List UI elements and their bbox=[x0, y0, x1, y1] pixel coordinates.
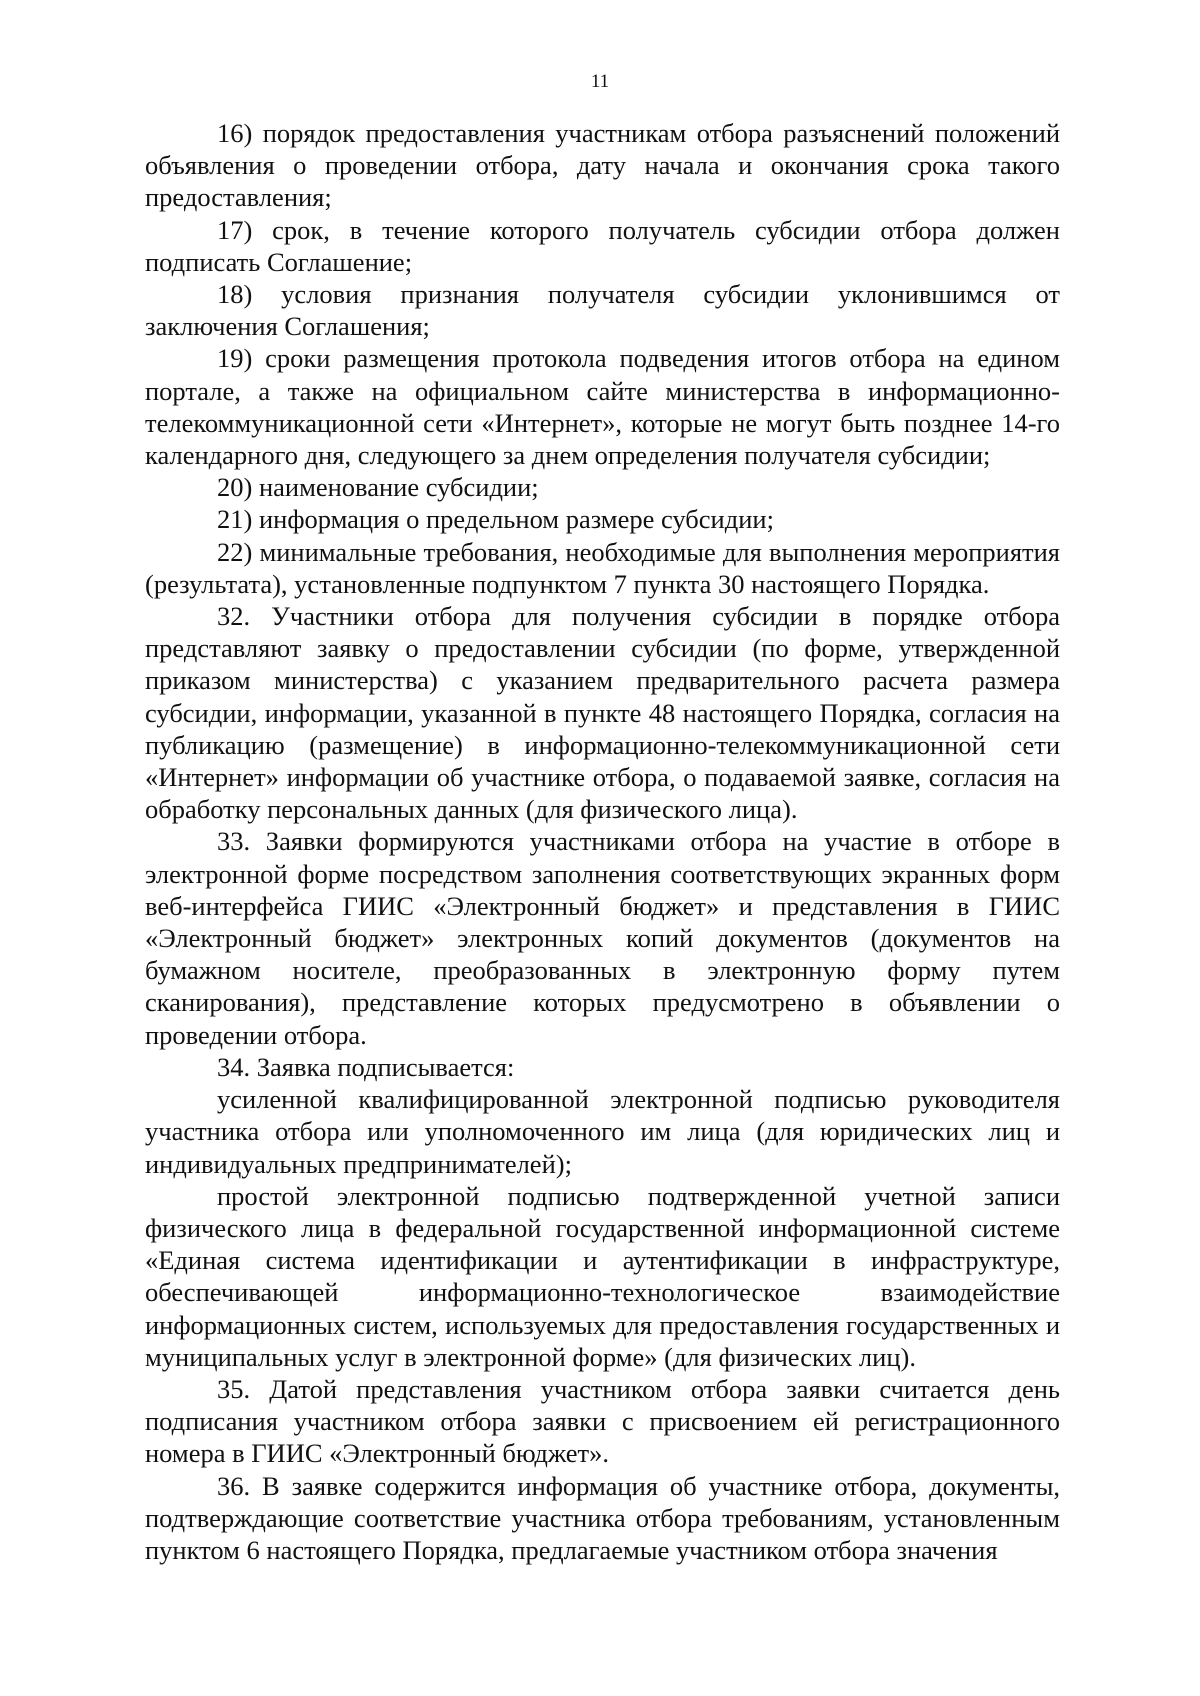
document-body bbox=[145, 117, 1060, 1566]
paragraph-item-22: 22) минимальные требования, необходимые для выполнения мероприятия (результата), установленные подпунктом 7 пункта 30 настоящего Порядка. bbox=[145, 536, 1060, 599]
paragraph-item-21: 21) информация о предельном размере субсидии; bbox=[217, 504, 774, 535]
paragraph-clause-32: 32. Участники отбора для получения субсидии в порядке отбора представляют заявку о предоставлении субсидии (по форме, утвержденной приказом министерства) с указанием предварительного расчета размера субсидии, информации, указанной в пункте 48 настоящего Порядка, согласия на публикацию (размещение) в информационно-телекоммуникационной сети «Интернет» информации об участнике отбора, о подаваемой заявке, согласия на обработку персональных данных (для физического лица). bbox=[145, 601, 1060, 825]
paragraph-qualified-signature: усиленной квалифицированной электронной подписью руководителя участника отбора или уполномоченного им лица (для юридических лиц и индивидуальных предпринимателей); bbox=[145, 1084, 1060, 1179]
paragraph-item-20: 20) наименование субсидии; bbox=[217, 472, 539, 503]
paragraph-clause-33: 33. Заявки формируются участниками отбора на участие в отборе в электронной форме посредством заполнения соответствующих экранных форм веб-интерфейса ГИИС «Электронный бюджет» и представления в ГИИС «Электронный бюджет» электронных копий документов (документов на бумажном носителе, преобразованных в электронную форму путем сканирования), представление которых предусмотрено в объявлении о проведении отбора. bbox=[145, 826, 1060, 1050]
paragraph-clause-34: 34. Заявка подписывается: bbox=[217, 1051, 515, 1082]
paragraph-item-16: 16) порядок предоставления участникам отбора разъяснений положений объявления о проведении отбора, дату начала и окончания срока такого предоставления; bbox=[145, 118, 1060, 213]
paragraph-clause-35: 35. Датой представления участником отбора заявки считается день подписания участником отбора заявки с присвоением ей регистрационного номера в ГИИС «Электронный бюджет». bbox=[145, 1373, 1060, 1469]
paragraph-clause-36: 36. В заявке содержится информация об участнике отбора, документы, подтверждающие соответствие участника отбора требованиям, установленным пунктом 6 настоящего Порядка, предлагаемые участником отбора значения bbox=[145, 1470, 1060, 1565]
paragraph-item-18: 18) условия признания получателя субсидии уклонившимся от заключения Соглашения; bbox=[145, 279, 1060, 342]
paragraph-item-19: 19) сроки размещения протокола подведения итогов отбора на едином портале, а также на официальном сайте министерства в информационно-телекоммуникационной сети «Интернет», которые не могут быть позднее 14-го календарного дня, следующего за днем определения получателя субсидии; bbox=[145, 343, 1060, 471]
paragraph-item-17: 17) срок, в течение которого получатель субсидии отбора должен подписать Соглашение; bbox=[145, 214, 1060, 277]
page-number: 11 bbox=[590, 71, 610, 92]
paragraph-simple-signature: простой электронной подписью подтвержденной учетной записи физического лица в федеральной государственной информационной системе «Единая система идентификации и аутентификации в инфраструктуре, обеспечивающей информационно-технологическое взаимодействие информационных систем, используемых для предоставления государственных и муниципальных услуг в электронной форме» (для физических лиц). bbox=[145, 1180, 1060, 1372]
